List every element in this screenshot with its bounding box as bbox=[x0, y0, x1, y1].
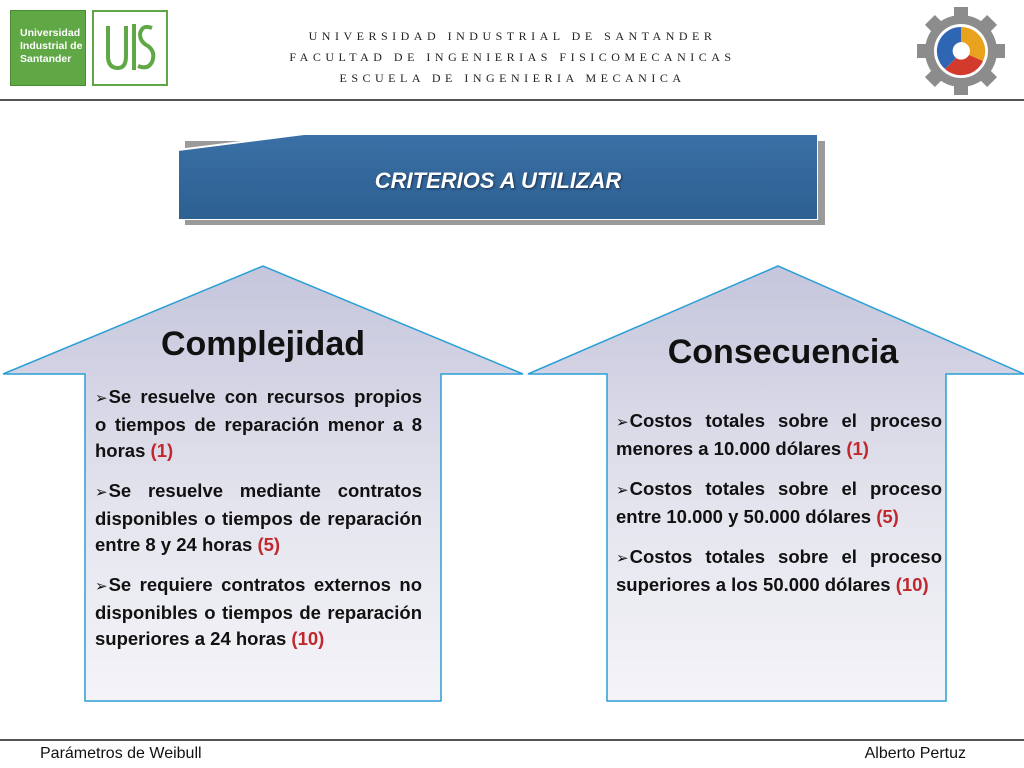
logo-line: Santander bbox=[20, 53, 72, 65]
logo-line: Industrial de bbox=[20, 40, 83, 52]
arrow-bullet-icon: ➢ bbox=[616, 550, 629, 567]
list-item: ➢Costos totales sobre el proceso superiores a los 50.000 dólares (10) bbox=[616, 546, 942, 595]
logo-line: Universidad bbox=[20, 27, 81, 39]
complejidad-title: Complejidad bbox=[160, 325, 366, 363]
footer-divider bbox=[0, 739, 1024, 741]
footer-author: Alberto Pertuz bbox=[864, 745, 966, 762]
school-name: ESCUELA DE INGENIERIA MECANICA bbox=[339, 71, 686, 85]
reference-value: (1) bbox=[150, 440, 174, 461]
list-item: ➢Se resuelve mediante contratos disponibles o tiempos de reparación entre 8 y 24 horas (5) bbox=[95, 480, 422, 555]
list-item: ➢Costos totales sobre el proceso entre 10.000 y 50.000 dólares (5) bbox=[616, 478, 942, 527]
reference-value: (5) bbox=[257, 534, 281, 555]
list-item: ➢Se resuelve con recursos propios o tiempos de reparación menor a 8 horas (1) bbox=[95, 386, 422, 461]
university-name: UNIVERSIDAD INDUSTRIAL DE SANTANDER bbox=[308, 29, 717, 43]
arrow-bullet-icon: ➢ bbox=[95, 578, 108, 595]
complejidad-list bbox=[95, 384, 422, 666]
faculty-name: FACULTAD DE INGENIERIAS FISICOMECANICAS bbox=[289, 50, 736, 64]
arrow-bullet-icon: ➢ bbox=[95, 390, 108, 407]
arrow-bullet-icon: ➢ bbox=[95, 484, 108, 501]
reference-value: (10) bbox=[291, 628, 325, 649]
consecuencia-title: Consecuencia bbox=[667, 333, 899, 371]
reference-value: (1) bbox=[846, 438, 869, 459]
arrow-bullet-icon: ➢ bbox=[616, 414, 629, 431]
arrow-bullet-icon: ➢ bbox=[616, 482, 629, 499]
footer-topic: Parámetros de Weibull bbox=[40, 745, 202, 762]
banner-title: CRITERIOS A UTILIZAR bbox=[374, 168, 622, 193]
list-item: ➢Se requiere contratos externos no disponibles o tiempos de reparación superiores a 24 horas (10) bbox=[95, 574, 422, 649]
list-item: ➢Costos totales sobre el proceso menores a 10.000 dólares (1) bbox=[616, 410, 942, 459]
reference-value: (5) bbox=[876, 506, 899, 527]
consecuencia-list bbox=[616, 408, 942, 612]
reference-value: (10) bbox=[895, 574, 929, 595]
